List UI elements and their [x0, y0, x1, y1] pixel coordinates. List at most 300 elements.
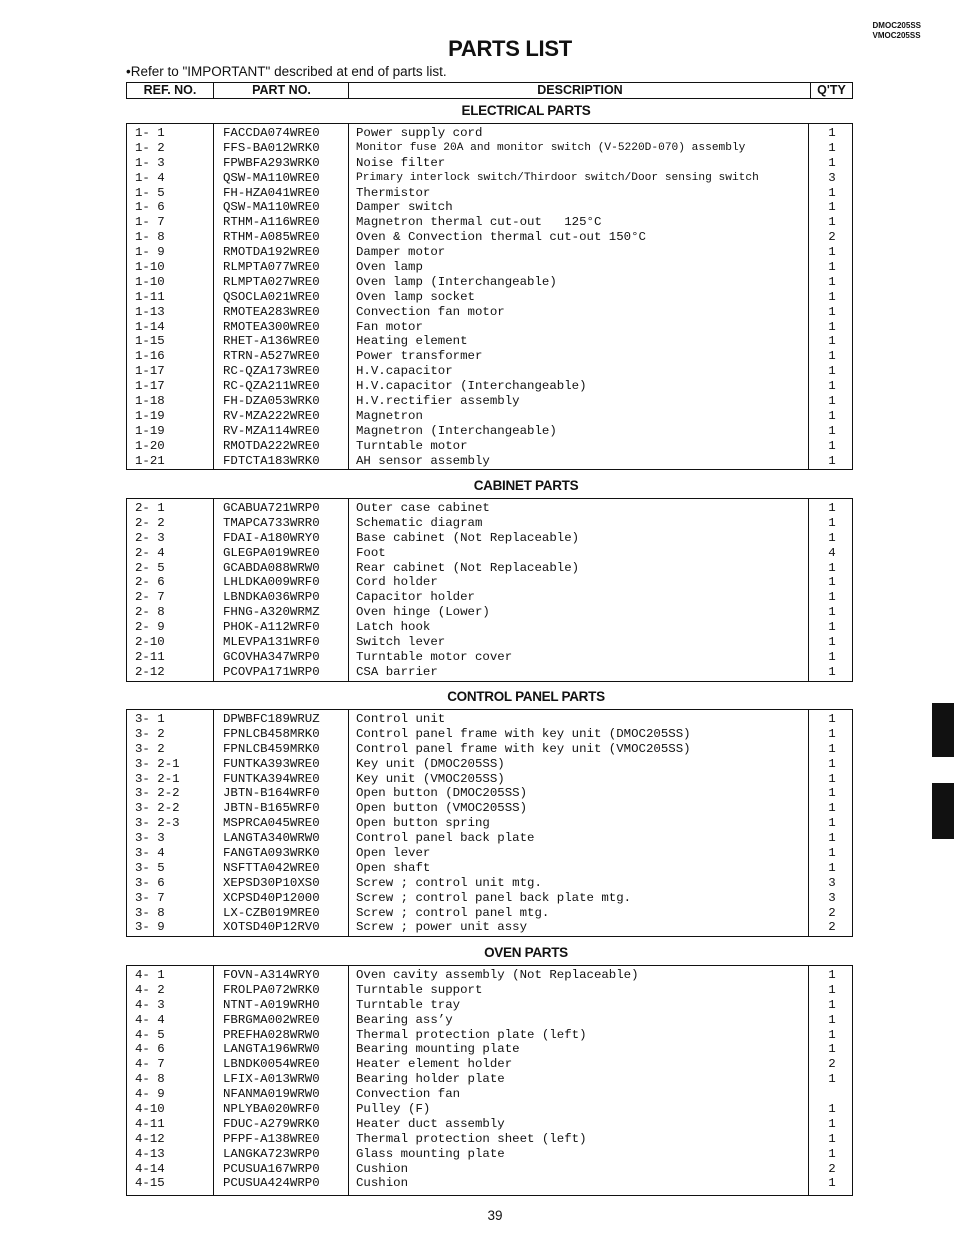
part-no-cell: XEPSD30P10XS0: [223, 875, 320, 890]
qty-cell: 1: [828, 590, 836, 605]
ref-no-cell: 2-11: [135, 649, 165, 664]
ref-no-cell: 1- 5: [135, 185, 165, 200]
part-no-cell: RTHM-A085WRE0: [223, 230, 320, 245]
ref-no-cell: 3- 6: [135, 875, 165, 890]
qty-cell: 1: [828, 575, 836, 590]
table-row: [127, 891, 852, 906]
part-no-cell: RTRN-A527WRE0: [223, 349, 320, 364]
ref-no-cell: 3- 2: [135, 726, 165, 741]
part-no-cell: FPWBFA293WRK0: [223, 155, 320, 170]
table-row: [127, 1072, 852, 1087]
qty-cell: 1: [828, 1102, 836, 1117]
table-row: [127, 968, 852, 983]
ref-no-cell: 1-19: [135, 423, 165, 438]
description-cell: Schematic diagram: [356, 515, 483, 530]
part-no-cell: FROLPA072WRK0: [223, 982, 320, 997]
description-cell: Primary interlock switch/Thirdoor switch/Door sensing switch: [356, 171, 759, 184]
ref-no-cell: 4-14: [135, 1161, 165, 1176]
qty-cell: 1: [828, 786, 836, 801]
part-no-cell: FPNLCB459MRK0: [223, 741, 320, 756]
part-no-cell: NTNT-A019WRH0: [223, 997, 320, 1012]
ref-no-cell: 2- 2: [135, 515, 165, 530]
part-no-cell: FDTCTA183WRK0: [223, 453, 320, 468]
description-cell: Bearing ass’y: [356, 1012, 453, 1027]
part-no-cell: NSFTTA042WRE0: [223, 860, 320, 875]
description-cell: Turntable support: [356, 982, 483, 997]
ref-no-cell: 1- 1: [135, 126, 165, 140]
ref-no-cell: 3- 8: [135, 905, 165, 920]
part-no-cell: FACCDA074WRE0: [223, 126, 320, 140]
table-row: [127, 816, 852, 831]
part-no-cell: FUNTKA393WRE0: [223, 756, 320, 771]
ref-no-cell: 4- 4: [135, 1012, 165, 1027]
description-cell: Base cabinet (Not Replaceable): [356, 530, 580, 545]
qty-cell: 1: [828, 126, 836, 140]
description-cell: Open shaft: [356, 860, 431, 875]
qty-cell: 2: [828, 920, 836, 935]
ref-no-cell: 1- 2: [135, 140, 165, 155]
description-cell: Oven & Convection thermal cut-out 150°C: [356, 230, 646, 245]
qty-cell: 1: [828, 649, 836, 664]
ref-no-cell: 2-12: [135, 664, 165, 679]
part-no-cell: MLEVPA131WRF0: [223, 635, 320, 650]
table-row: [127, 156, 852, 171]
qty-cell: 1: [828, 801, 836, 816]
ref-no-cell: 1-13: [135, 304, 165, 319]
qty-cell: 1: [828, 968, 836, 982]
table-row: [127, 590, 852, 605]
qty-cell: 1: [828, 260, 836, 275]
ref-no-cell: 4- 2: [135, 982, 165, 997]
table-row: [127, 126, 852, 141]
table-row: [127, 1132, 852, 1147]
part-no-cell: GCABUA721WRP0: [223, 501, 320, 515]
qty-cell: 1: [828, 289, 836, 304]
table-row: [127, 171, 852, 186]
table-row: [127, 861, 852, 876]
description-cell: Screw ; power unit assy: [356, 920, 528, 935]
part-no-cell: FDAI-A180WRY0: [223, 530, 320, 545]
table-row: [127, 501, 852, 516]
description-cell: Heater element holder: [356, 1057, 513, 1072]
ref-no-cell: 2- 4: [135, 545, 165, 560]
part-no-cell: MSPRCA045WRE0: [223, 816, 320, 831]
ref-no-cell: 4-13: [135, 1146, 165, 1161]
qty-cell: 1: [828, 394, 836, 409]
qty-cell: 1: [828, 364, 836, 379]
qty-cell: 1: [828, 756, 836, 771]
description-cell: Bearing mounting plate: [356, 1042, 520, 1057]
ref-no-cell: 3- 5: [135, 860, 165, 875]
section-title-electrical: ELECTRICAL PARTS: [461, 103, 591, 118]
table-row: [127, 920, 852, 935]
qty-cell: 1: [828, 816, 836, 831]
table-row: [127, 742, 852, 757]
table-row: [127, 1028, 852, 1043]
part-no-cell: RC-QZA211WRE0: [223, 379, 320, 394]
part-no-cell: NFANMA019WRW0: [223, 1087, 320, 1102]
description-cell: Magnetron thermal cut-out 125°C: [356, 215, 602, 230]
section-title-oven: OVEN PARTS: [484, 945, 568, 960]
description-cell: Damper switch: [356, 200, 453, 215]
qty-cell: 1: [828, 274, 836, 289]
table-row: [127, 200, 852, 215]
part-no-cell: XCPSD40P12000: [223, 890, 320, 905]
qty-cell: 1: [828, 1027, 836, 1042]
table-row: [127, 561, 852, 576]
table-row: [127, 983, 852, 998]
ref-no-cell: 2- 8: [135, 605, 165, 620]
description-cell: Convection fan: [356, 1087, 461, 1102]
table-row: [127, 1176, 852, 1191]
table-row: [127, 998, 852, 1013]
qty-cell: 1: [828, 515, 836, 530]
table-row: [127, 349, 852, 364]
table-row: [127, 575, 852, 590]
ref-no-cell: 1-20: [135, 438, 165, 453]
description-cell: Oven cavity assembly (Not Replaceable): [356, 968, 639, 982]
part-no-cell: FANGTA093WRK0: [223, 846, 320, 861]
ref-no-cell: 1- 3: [135, 155, 165, 170]
part-no-cell: JBTN-B164WRF0: [223, 786, 320, 801]
qty-cell: 1: [828, 664, 836, 679]
electrical-parts-table: [126, 123, 853, 470]
qty-cell: 1: [828, 185, 836, 200]
part-no-cell: GCOVHA347WRP0: [223, 649, 320, 664]
description-cell: Thermistor: [356, 185, 431, 200]
part-no-cell: XOTSD40P12RV0: [223, 920, 320, 935]
table-row: [127, 605, 852, 620]
part-no-cell: RTHM-A116WRE0: [223, 215, 320, 230]
ref-no-cell: 1- 6: [135, 200, 165, 215]
qty-cell: 1: [828, 530, 836, 545]
description-cell: Turntable motor cover: [356, 649, 513, 664]
description-cell: Cushion: [356, 1161, 409, 1176]
description-cell: Damper motor: [356, 245, 446, 260]
qty-cell: 3: [828, 890, 836, 905]
description-cell: Turntable motor: [356, 438, 468, 453]
part-no-cell: QSW-MA110WRE0: [223, 200, 320, 215]
ref-no-cell: 1-17: [135, 379, 165, 394]
qty-cell: 1: [828, 1146, 836, 1161]
qty-cell: 1: [828, 1131, 836, 1146]
description-cell: Convection fan motor: [356, 304, 505, 319]
part-no-cell: LANGKA723WRP0: [223, 1146, 320, 1161]
column-header-part: PART NO.: [213, 83, 349, 98]
ref-no-cell: 1- 9: [135, 245, 165, 260]
table-row: [127, 305, 852, 320]
description-cell: Oven hinge (Lower): [356, 605, 490, 620]
description-cell: Oven lamp socket: [356, 289, 475, 304]
column-header-ref: REF. NO.: [143, 83, 197, 97]
table-row: [127, 727, 852, 742]
part-no-cell: PREFHA028WRW0: [223, 1027, 320, 1042]
qty-cell: 1: [828, 1176, 836, 1191]
table-row: [127, 230, 852, 245]
description-cell: Screw ; control unit mtg.: [356, 875, 542, 890]
ref-no-cell: 1- 4: [135, 170, 165, 185]
part-no-cell: QSW-MA110WRE0: [223, 170, 320, 185]
qty-cell: 1: [828, 982, 836, 997]
table-row: [127, 620, 852, 635]
qty-cell: 1: [828, 408, 836, 423]
description-cell: Control unit: [356, 712, 446, 726]
qty-cell: 1: [828, 846, 836, 861]
part-no-cell: FDUC-A279WRK0: [223, 1116, 320, 1131]
description-cell: Heating element: [356, 334, 468, 349]
ref-no-cell: 1-19: [135, 408, 165, 423]
qty-cell: 1: [828, 741, 836, 756]
ref-no-cell: 1-10: [135, 274, 165, 289]
part-no-cell: FH-DZA053WRK0: [223, 394, 320, 409]
control-panel-parts-table: [126, 709, 853, 937]
table-row: [127, 141, 852, 156]
table-row: [127, 831, 852, 846]
table-row: [127, 245, 852, 260]
table-row: [127, 334, 852, 349]
column-header-qty: Q'TY: [810, 83, 852, 98]
qty-cell: 1: [828, 1012, 836, 1027]
description-cell: Bearing holder plate: [356, 1072, 505, 1087]
qty-cell: 1: [828, 379, 836, 394]
part-no-cell: RLMPTA077WRE0: [223, 260, 320, 275]
table-row: [127, 846, 852, 861]
description-cell: Control panel frame with key unit (VMOC205SS): [356, 741, 691, 756]
description-cell: Thermal protection sheet (left): [356, 1131, 587, 1146]
model-number: DMOC205SS: [872, 21, 921, 30]
ref-no-cell: 3- 3: [135, 831, 165, 846]
part-no-cell: LANGTA340WRW0: [223, 831, 320, 846]
table-row: [127, 876, 852, 891]
ref-no-cell: 1-14: [135, 319, 165, 334]
qty-cell: 2: [828, 230, 836, 245]
important-note: •Refer to "IMPORTANT" described at end of parts list.: [126, 64, 447, 79]
description-cell: CSA barrier: [356, 664, 438, 679]
table-row: [127, 1147, 852, 1162]
description-cell: Rear cabinet (Not Replaceable): [356, 560, 580, 575]
oven-parts-table: [126, 965, 853, 1196]
description-cell: Power supply cord: [356, 126, 483, 140]
description-cell: Cushion: [356, 1176, 409, 1191]
table-row: [127, 531, 852, 546]
table-row: [127, 186, 852, 201]
part-no-cell: DPWBFC189WRUZ: [223, 712, 320, 726]
part-no-cell: FHNG-A320WRMZ: [223, 605, 320, 620]
part-no-cell: PFPF-A138WRE0: [223, 1131, 320, 1146]
part-no-cell: PCOVPA171WRP0: [223, 664, 320, 679]
ref-no-cell: 4-12: [135, 1131, 165, 1146]
description-cell: Switch lever: [356, 635, 446, 650]
ref-no-cell: 4- 1: [135, 968, 165, 982]
description-cell: H.V.capacitor: [356, 364, 453, 379]
qty-cell: 1: [828, 712, 836, 726]
part-no-cell: FUNTKA394WRE0: [223, 771, 320, 786]
description-cell: Control panel back plate: [356, 831, 535, 846]
qty-cell: 2: [828, 905, 836, 920]
table-row: [127, 215, 852, 230]
part-no-cell: RLMPTA027WRE0: [223, 274, 320, 289]
part-no-cell: GLEGPA019WRE0: [223, 545, 320, 560]
ref-no-cell: 2- 1: [135, 501, 165, 515]
cabinet-parts-table: [126, 498, 853, 682]
table-row: [127, 290, 852, 305]
section-title-cabinet: CABINET PARTS: [473, 478, 579, 493]
qty-cell: 2: [828, 1161, 836, 1176]
qty-cell: 1: [828, 319, 836, 334]
ref-no-cell: 4- 5: [135, 1027, 165, 1042]
part-no-cell: RMOTEA300WRE0: [223, 319, 320, 334]
ref-no-cell: 1-17: [135, 364, 165, 379]
part-no-cell: PHOK-A112WRF0: [223, 620, 320, 635]
table-row: [127, 1162, 852, 1177]
table-row: [127, 364, 852, 379]
description-cell: Fan motor: [356, 319, 423, 334]
qty-cell: 1: [828, 726, 836, 741]
table-row: [127, 906, 852, 921]
edge-tab-marker: [932, 783, 954, 839]
qty-cell: 1: [828, 349, 836, 364]
qty-cell: 1: [828, 155, 836, 170]
table-row: [127, 757, 852, 772]
description-cell: Monitor fuse 20A and monitor switch (V-5220D-070) assembly: [356, 141, 746, 154]
qty-cell: 3: [828, 875, 836, 890]
table-row: [127, 260, 852, 275]
description-cell: Pulley (F): [356, 1102, 431, 1117]
ref-no-cell: 3- 9: [135, 920, 165, 935]
qty-cell: 1: [828, 620, 836, 635]
ref-no-cell: 4-10: [135, 1102, 165, 1117]
table-row: [127, 1102, 852, 1117]
part-no-cell: FPNLCB458MRK0: [223, 726, 320, 741]
part-no-cell: QSOCLA021WRE0: [223, 289, 320, 304]
description-cell: Open button (DMOC205SS): [356, 786, 528, 801]
part-no-cell: RV-MZA114WRE0: [223, 423, 320, 438]
ref-no-cell: 4- 9: [135, 1087, 165, 1102]
table-row: [127, 635, 852, 650]
ref-no-cell: 2- 5: [135, 560, 165, 575]
table-row: [127, 424, 852, 439]
qty-cell: 3: [828, 170, 836, 185]
description-cell: H.V.capacitor (Interchangeable): [356, 379, 587, 394]
qty-cell: 1: [828, 453, 836, 468]
table-row: [127, 394, 852, 409]
ref-no-cell: 3- 2: [135, 741, 165, 756]
description-cell: Open button spring: [356, 816, 490, 831]
ref-no-cell: 3- 2-3: [135, 816, 180, 831]
qty-cell: 1: [828, 860, 836, 875]
description-cell: Noise filter: [356, 155, 446, 170]
qty-cell: 1: [828, 140, 836, 155]
description-cell: Capacitor holder: [356, 590, 475, 605]
part-no-cell: FOVN-A314WRY0: [223, 968, 320, 982]
description-cell: Open lever: [356, 846, 431, 861]
column-header-row: [126, 82, 853, 99]
table-row: [127, 275, 852, 290]
part-no-cell: FH-HZA041WRE0: [223, 185, 320, 200]
ref-no-cell: 1-10: [135, 260, 165, 275]
table-row: [127, 650, 852, 665]
ref-no-cell: 3- 7: [135, 890, 165, 905]
table-row: [127, 786, 852, 801]
qty-cell: 1: [828, 200, 836, 215]
part-no-cell: JBTN-B165WRF0: [223, 801, 320, 816]
part-no-cell: RMOTDA222WRE0: [223, 438, 320, 453]
table-row: [127, 712, 852, 727]
description-cell: Oven lamp: [356, 260, 423, 275]
ref-no-cell: 3- 2-1: [135, 771, 180, 786]
section-title-control-panel: CONTROL PANEL PARTS: [447, 689, 605, 704]
part-no-cell: LANGTA196WRW0: [223, 1042, 320, 1057]
qty-cell: 1: [828, 334, 836, 349]
table-row: [127, 1087, 852, 1102]
part-no-cell: FFS-BA012WRK0: [223, 140, 320, 155]
ref-no-cell: 4- 8: [135, 1072, 165, 1087]
ref-no-cell: 4- 7: [135, 1057, 165, 1072]
table-row: [127, 546, 852, 561]
ref-no-cell: 1-11: [135, 289, 165, 304]
qty-cell: 1: [828, 831, 836, 846]
table-row: [127, 320, 852, 335]
part-no-cell: PCUSUA167WRP0: [223, 1161, 320, 1176]
ref-no-cell: 3- 2-2: [135, 801, 180, 816]
qty-cell: 1: [828, 245, 836, 260]
qty-cell: 1: [828, 1116, 836, 1131]
table-row: [127, 1117, 852, 1132]
description-cell: Turntable tray: [356, 997, 461, 1012]
description-cell: Control panel frame with key unit (DMOC205SS): [356, 726, 691, 741]
ref-no-cell: 1- 7: [135, 215, 165, 230]
part-no-cell: TMAPCA733WRR0: [223, 515, 320, 530]
description-cell: Latch hook: [356, 620, 431, 635]
description-cell: Oven lamp (Interchangeable): [356, 274, 557, 289]
description-cell: Heater duct assembly: [356, 1116, 505, 1131]
ref-no-cell: 1- 8: [135, 230, 165, 245]
description-cell: H.V.rectifier assembly: [356, 394, 520, 409]
ref-no-cell: 2- 6: [135, 575, 165, 590]
part-no-cell: GCABDA088WRW0: [223, 560, 320, 575]
part-no-cell: LFIX-A013WRW0: [223, 1072, 320, 1087]
description-cell: Magnetron: [356, 408, 423, 423]
ref-no-cell: 2- 7: [135, 590, 165, 605]
table-row: [127, 1013, 852, 1028]
qty-cell: 1: [828, 423, 836, 438]
part-no-cell: LX-CZB019MRE0: [223, 905, 320, 920]
part-no-cell: LBNDK0054WRE0: [223, 1057, 320, 1072]
part-no-cell: RMOTDA192WRE0: [223, 245, 320, 260]
part-no-cell: NPLYBA020WRF0: [223, 1102, 320, 1117]
qty-cell: 1: [828, 215, 836, 230]
qty-cell: 1: [828, 1072, 836, 1087]
description-cell: Open button (VMOC205SS): [356, 801, 528, 816]
edge-tab-marker: [932, 703, 954, 757]
ref-no-cell: 1-21: [135, 453, 165, 468]
part-no-cell: FBRGMA002WRE0: [223, 1012, 320, 1027]
table-row: [127, 1057, 852, 1072]
ref-no-cell: 3- 1: [135, 712, 165, 726]
table-row: [127, 409, 852, 424]
table-row: [127, 454, 852, 469]
ref-no-cell: 4-15: [135, 1176, 165, 1191]
table-row: [127, 772, 852, 787]
qty-cell: 1: [828, 1042, 836, 1057]
description-cell: AH sensor assembly: [356, 453, 490, 468]
description-cell: Outer case cabinet: [356, 501, 490, 515]
description-cell: Screw ; control panel back plate mtg.: [356, 890, 632, 905]
column-header-description: DESCRIPTION: [348, 83, 811, 98]
ref-no-cell: 4-11: [135, 1116, 165, 1131]
description-cell: Thermal protection plate (left): [356, 1027, 587, 1042]
description-cell: Magnetron (Interchangeable): [356, 423, 557, 438]
